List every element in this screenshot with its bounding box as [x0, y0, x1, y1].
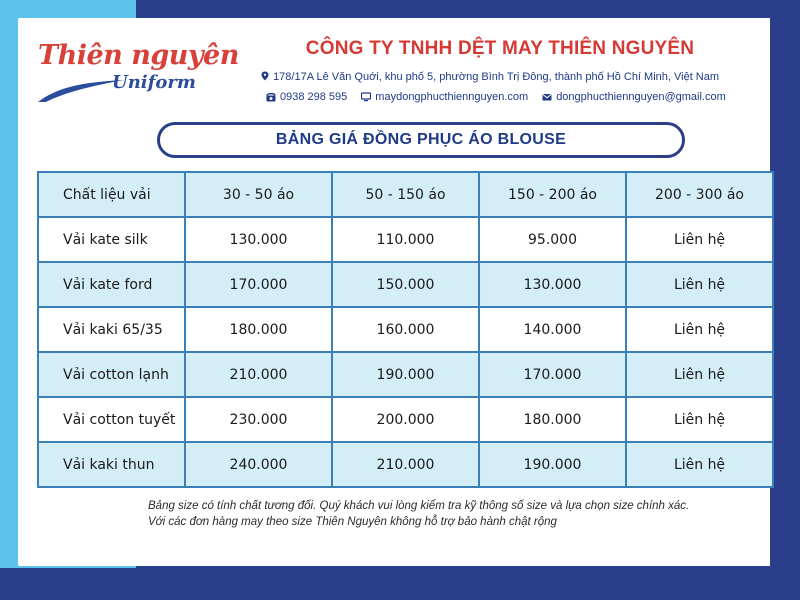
table-cell-price: 130.000 [185, 217, 332, 262]
table-cell-price: 210.000 [332, 442, 479, 487]
footnote-warranty-policy: Với các đơn hàng may theo size Thiên Nguyên không hỗ trợ bảo hành chật rộng [148, 516, 557, 528]
table-cell-price: 190.000 [479, 442, 626, 487]
table-cell-material: Vải cotton tuyết [38, 397, 185, 442]
map-pin-icon [260, 71, 270, 81]
table-header-row [38, 172, 773, 217]
table-cell-price: Liên hệ [626, 397, 773, 442]
table-cell-price: 240.000 [185, 442, 332, 487]
table-header-cell: 200 - 300 áo [626, 172, 773, 217]
logo-sub-text: Uniform [112, 72, 196, 93]
table-cell-price: 110.000 [332, 217, 479, 262]
table-cell-price: Liên hệ [626, 352, 773, 397]
table-row [38, 262, 773, 307]
table-row [38, 352, 773, 397]
table-cell-price: 170.000 [479, 352, 626, 397]
table-cell-price: 210.000 [185, 352, 332, 397]
table-cell-material: Vải kate ford [38, 262, 185, 307]
company-address-row [260, 71, 719, 83]
table-row [38, 442, 773, 487]
table-header-cell: Chất liệu vải [38, 172, 185, 217]
table-cell-price: Liên hệ [626, 307, 773, 352]
company-website[interactable]: maydongphucthiennguyen.com [375, 91, 529, 103]
footnotes [148, 498, 748, 530]
company-name: CÔNG TY TNHH DỆT MAY THIÊN NGUYÊN [305, 38, 695, 59]
page-title: BẢNG GIÁ ĐỒNG PHỤC ÁO BLOUSE [275, 131, 567, 148]
logo-script-text: Thiên nguyên [38, 40, 239, 71]
table-row [38, 217, 773, 262]
table-row [38, 397, 773, 442]
table-cell-price: 180.000 [185, 307, 332, 352]
company-contact-row [266, 91, 726, 103]
table-cell-material: Vải kaki thun [38, 442, 185, 487]
table-cell-material: Vải cotton lạnh [38, 352, 185, 397]
table-cell-price: 140.000 [479, 307, 626, 352]
table-cell-price: 200.000 [332, 397, 479, 442]
table-row [38, 307, 773, 352]
table-cell-material: Vải kate silk [38, 217, 185, 262]
company-phone[interactable]: 0938 298 595 [280, 91, 348, 103]
table-cell-price: Liên hệ [626, 262, 773, 307]
website-item [361, 91, 528, 103]
company-address: 178/17A Lê Văn Quới, khu phố 5, phường Bình Trị Đông, thành phố Hồ Chí Minh, Việt Nam [273, 71, 720, 83]
table-cell-price: Liên hệ [626, 217, 773, 262]
table-cell-price: 150.000 [332, 262, 479, 307]
table-header-cell: 150 - 200 áo [479, 172, 626, 217]
table-cell-price: 170.000 [185, 262, 332, 307]
price-table [37, 171, 774, 488]
table-header-cell: 50 - 150 áo [332, 172, 479, 217]
table-cell-price: 95.000 [479, 217, 626, 262]
table-cell-material: Vải kaki 65/35 [38, 307, 185, 352]
company-email[interactable]: dongphucthiennguyen@gmail.com [556, 91, 726, 103]
background-navy-bottom-strip [0, 568, 136, 600]
email-item [542, 91, 726, 103]
table-cell-price: 130.000 [479, 262, 626, 307]
background-right-stripe [770, 18, 800, 566]
phone-icon [266, 92, 276, 102]
footnote-size-disclaimer: Bảng size có tính chất tương đối. Quý khách vui lòng kiểm tra kỹ thông số size và lựa chọn size chính xác. [148, 500, 690, 512]
title-banner [157, 122, 685, 158]
table-header-cell: 30 - 50 áo [185, 172, 332, 217]
company-logo [36, 38, 239, 108]
mail-icon [542, 92, 552, 102]
table-cell-price: 160.000 [332, 307, 479, 352]
phone-item [266, 91, 347, 103]
table-cell-price: 190.000 [332, 352, 479, 397]
table-cell-price: Liên hệ [626, 442, 773, 487]
table-cell-price: 180.000 [479, 397, 626, 442]
table-cell-price: 230.000 [185, 397, 332, 442]
monitor-icon [361, 92, 371, 102]
